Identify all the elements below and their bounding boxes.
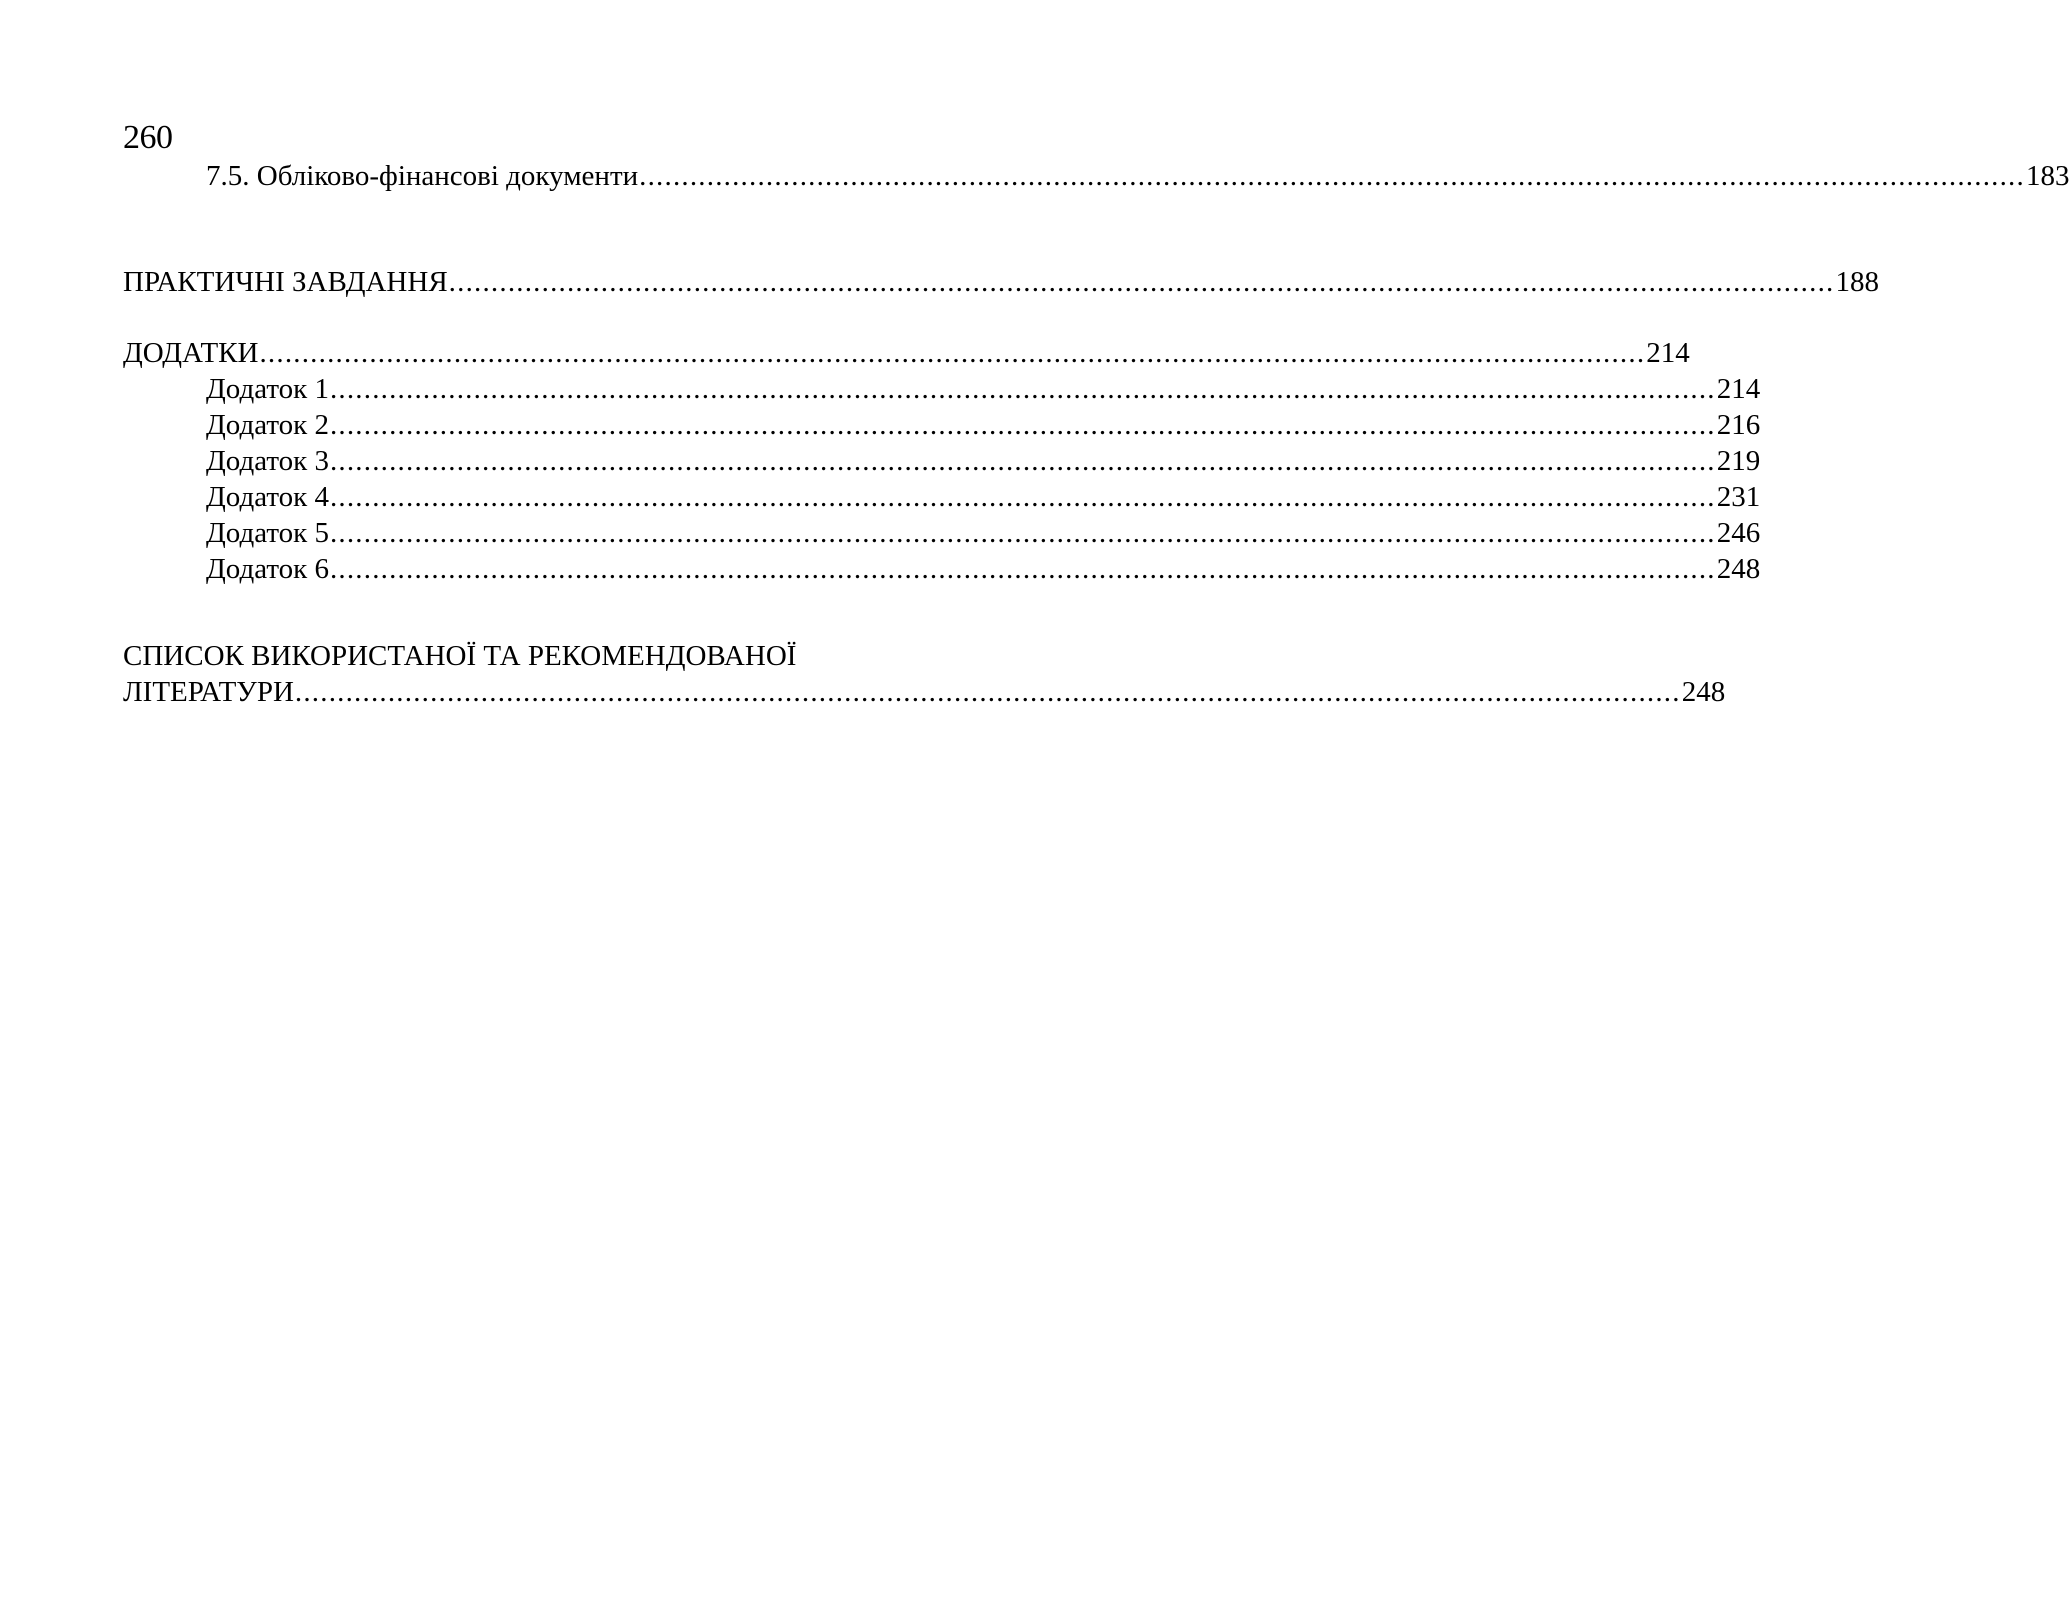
toc-entry-page: 246 xyxy=(1716,517,1761,549)
toc-dot-leader: .................................................................................................................................................................... xyxy=(329,553,1716,585)
toc-dot-leader: .................................................................................................................................................................... xyxy=(329,481,1716,513)
toc-entry-title: Додаток 3 xyxy=(206,445,329,477)
toc-entry-literature-title: СПИСОК ВИКОРИСТАНОЇ ТА РЕКОМЕНДОВАНОЇ xyxy=(123,640,797,672)
toc-entry-title: ПРАКТИЧНІ ЗАВДАННЯ xyxy=(123,266,448,298)
toc-dot-leader: .................................................................................................................................................................... xyxy=(329,409,1716,441)
toc-entry-appendix-2 xyxy=(206,407,1761,443)
toc-entry-title: ЛІТЕРАТУРИ xyxy=(123,676,294,708)
toc-entry-page: 231 xyxy=(1716,481,1761,513)
toc-entry-page: 183 xyxy=(2025,160,2069,192)
toc-entry-section-7-5 xyxy=(206,158,2069,194)
toc-entry-page: 214 xyxy=(1646,337,1690,369)
toc-dot-leader: .................................................................................................................................................................... xyxy=(329,517,1716,549)
toc-entry-appendices xyxy=(123,335,1690,371)
toc-dot-leader: .................................................................................................................................................................... xyxy=(329,373,1716,405)
toc-entry-page: 219 xyxy=(1716,445,1761,477)
toc-entry-title: Додаток 6 xyxy=(206,553,329,585)
toc-entry-appendix-6 xyxy=(206,551,1761,587)
toc-entry-appendix-3 xyxy=(206,443,1761,479)
toc-entry-title: Додаток 4 xyxy=(206,481,329,513)
toc-entry-practical-tasks xyxy=(123,264,1879,300)
toc-entry-title: Додаток 5 xyxy=(206,517,329,549)
toc-dot-leader: .................................................................................................................................................................... xyxy=(448,266,1835,298)
toc-entry-page: 188 xyxy=(1835,266,1879,298)
toc-dot-leader: .................................................................................................................................................................... xyxy=(639,160,2025,192)
page-number: 260 xyxy=(123,119,173,156)
toc-entry-page: 248 xyxy=(1716,553,1761,585)
toc-entry-page: 216 xyxy=(1716,409,1761,441)
toc-entry-title: Додаток 2 xyxy=(206,409,329,441)
toc-dot-leader: .................................................................................................................................................................... xyxy=(329,445,1716,477)
toc-entry-page: 214 xyxy=(1716,373,1761,405)
toc-entry-title: 7.5. Обліково-фінансові документи xyxy=(206,160,639,192)
toc-entry-title: Додаток 1 xyxy=(206,373,329,405)
toc-entry-appendix-5 xyxy=(206,515,1761,551)
toc-dot-leader: .................................................................................................................................................................... xyxy=(259,337,1646,369)
toc-entry-page: 248 xyxy=(1681,676,1726,708)
toc-entry-title: ДОДАТКИ xyxy=(123,337,259,369)
toc-entry-appendix-1 xyxy=(206,371,1761,407)
toc-entry-appendix-4 xyxy=(206,479,1761,515)
toc-entry-literature xyxy=(123,674,1726,710)
toc-dot-leader: .................................................................................................................................................................... xyxy=(294,676,1681,708)
